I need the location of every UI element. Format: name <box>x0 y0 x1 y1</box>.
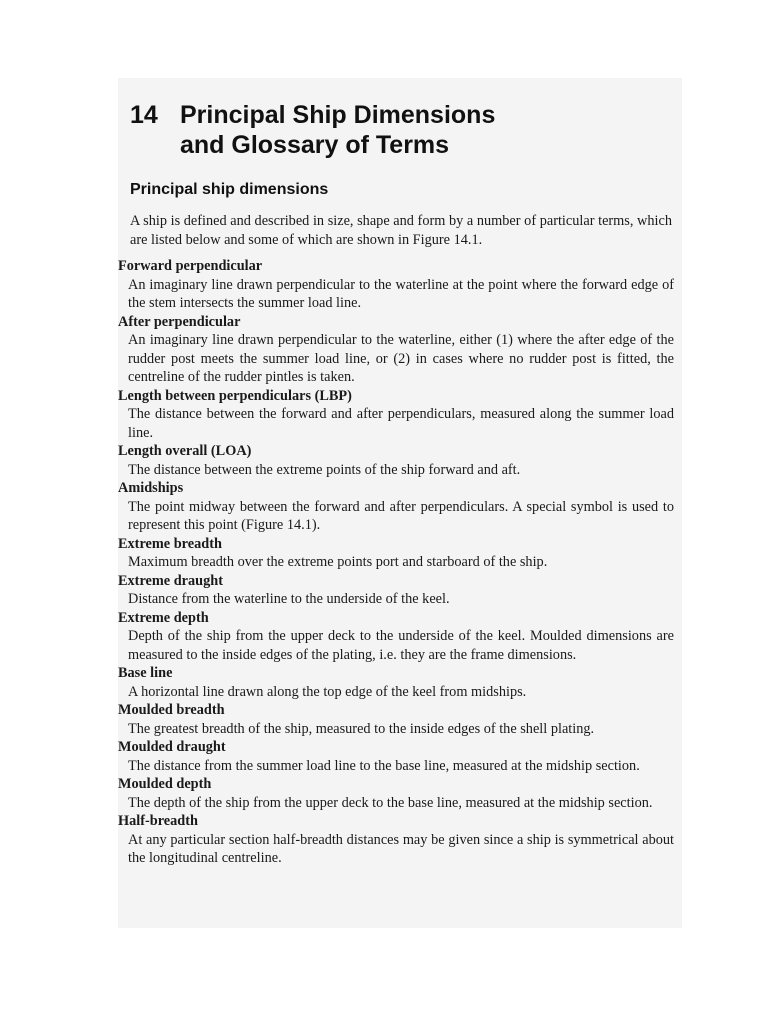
glossary-entry <box>118 313 674 387</box>
glossary-entry <box>118 609 674 665</box>
term-name: Length between perpendiculars (LBP) <box>118 387 352 404</box>
term-name: Half-breadth <box>118 813 198 829</box>
glossary-entry <box>118 572 674 609</box>
term-definition: An imaginary line drawn perpendicular to the waterline, either (1) where the after edge of the rudder post meets the summer load line, or (2) in cases where no rudder post is fitted, the centreline of the rudder pintles is taken. <box>128 332 674 385</box>
term-name: Base line <box>118 665 173 681</box>
term-definition: The greatest breadth of the ship, measured to the inside edges of the shell plating. <box>128 720 595 737</box>
term-name: Moulded depth <box>118 776 212 792</box>
term-definition: The distance from the summer load line to the base line, measured at the midship section. <box>128 757 640 774</box>
term-name: Extreme draught <box>118 572 223 589</box>
glossary-entry <box>118 479 674 535</box>
term-name: Amidships <box>118 480 184 496</box>
chapter-title-line-2: and Glossary of Terms <box>180 131 450 159</box>
glossary-entry <box>118 442 674 479</box>
term-name: After perpendicular <box>118 313 241 330</box>
term-definition: At any particular section half-breadth distances may be given since a ship is symmetrical about the longitudinal centreline. <box>128 831 674 866</box>
term-name: Moulded draught <box>118 739 226 755</box>
term-name: Length overall (LOA) <box>118 443 252 459</box>
term-name: Extreme breadth <box>118 535 222 552</box>
glossary-entry <box>118 387 674 443</box>
section-title: Principal ship dimensions <box>130 181 329 198</box>
glossary-list <box>118 257 674 868</box>
term-definition: The distance between the forward and after perpendiculars, measured along the summer load line. <box>128 406 674 441</box>
glossary-entry <box>118 775 674 812</box>
glossary-entry <box>118 535 674 572</box>
intro-paragraph: A ship is defined and described in size, shape and form by a number of particular terms, which are listed below and some of which are shown in Figure 14.1. <box>130 213 672 248</box>
term-definition: Distance from the waterline to the underside of the keel. <box>128 591 450 607</box>
glossary-entry <box>118 701 674 738</box>
term-definition: The point midway between the forward and after perpendiculars. A special symbol is used to represent this point (Figure 14.1). <box>128 498 674 533</box>
glossary-entry <box>118 664 674 701</box>
term-definition: A horizontal line drawn along the top edge of the keel from midships. <box>128 683 527 700</box>
chapter-number: 14 <box>130 101 158 129</box>
chapter-title-line-1: Principal Ship Dimensions <box>180 101 496 129</box>
term-name: Extreme depth <box>118 609 209 626</box>
glossary-entry <box>118 738 674 775</box>
term-definition: The distance between the extreme points of the ship forward and aft. <box>128 461 521 478</box>
term-definition: The depth of the ship from the upper deck to the base line, measured at the midship section. <box>128 794 653 811</box>
glossary-entry <box>118 812 674 868</box>
term-name: Forward perpendicular <box>118 258 263 274</box>
term-definition: An imaginary line drawn perpendicular to the waterline at the point where the forward edge of the stem intersects the summer load line. <box>128 276 674 311</box>
glossary-entry <box>118 257 674 313</box>
term-definition: Maximum breadth over the extreme points port and starboard of the ship. <box>128 554 548 570</box>
chapter-title <box>130 100 495 160</box>
term-name: Moulded breadth <box>118 702 225 718</box>
term-definition: Depth of the ship from the upper deck to the underside of the keel. Moulded dimensions are measured to the inside edges of the plating, i.e. they are the frame dimensions. <box>128 628 674 663</box>
